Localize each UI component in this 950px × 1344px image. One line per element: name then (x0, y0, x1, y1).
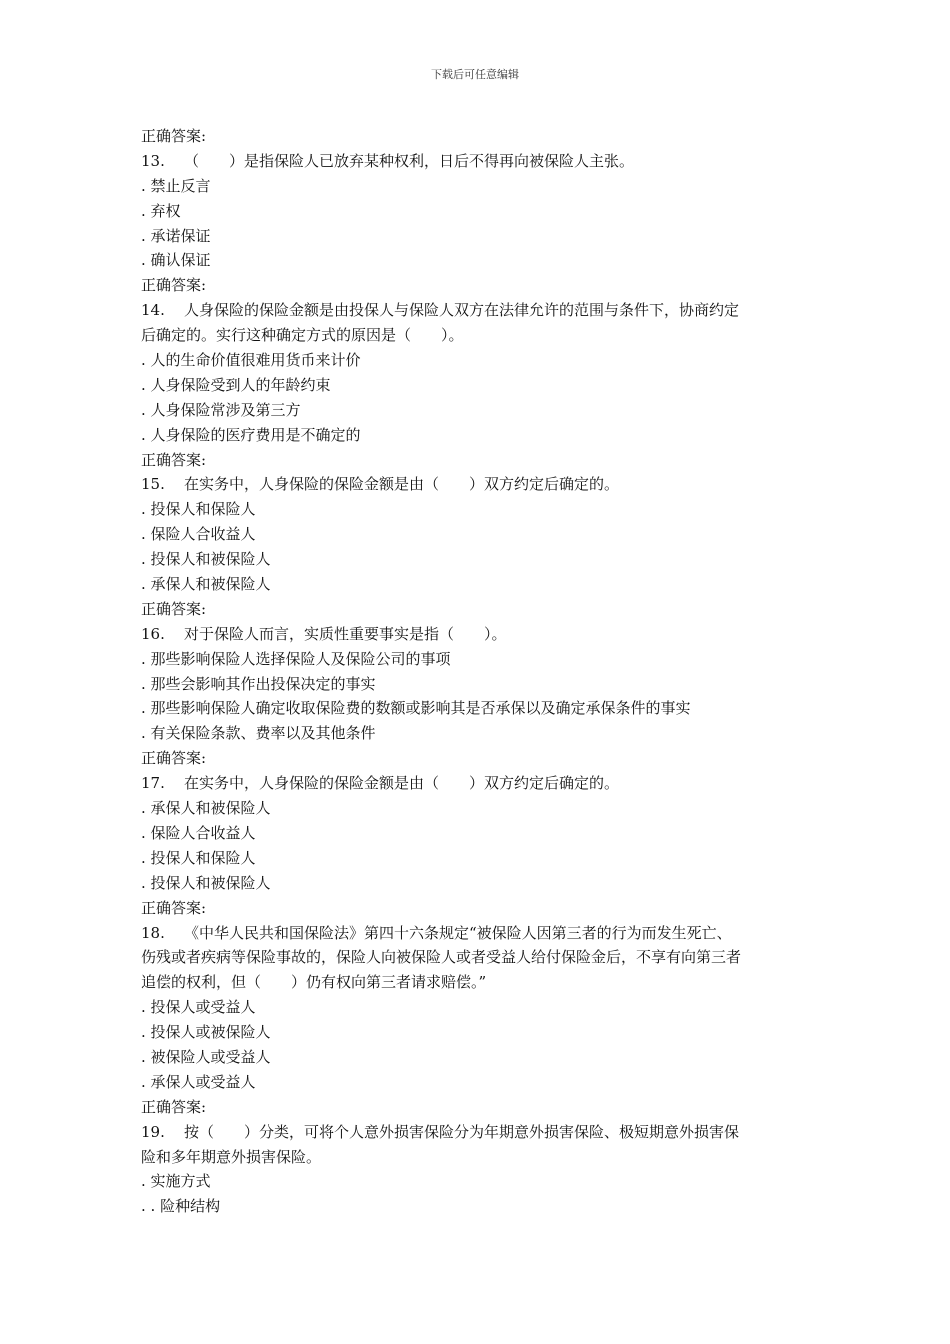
option: . 那些影响保险人确定收取保险费的数额或影响其是否承保以及确定承保条件的事实 (141, 699, 691, 718)
question-number: 13. (141, 151, 165, 170)
question-text-continued: 追偿的权利，但（ ）仍有权向第三者请求赔偿。” (141, 973, 487, 992)
answer-label: 正确答案: (141, 450, 207, 469)
option: . 实施方式 (141, 1172, 211, 1191)
option: . 承诺保证 (141, 226, 211, 245)
question-number: 17. (141, 774, 165, 793)
question-text-continued: 伤残或者疾病等保险事故的，保险人向被保险人或者受益人给付保险金后，不享有向第三者 (141, 948, 742, 967)
answer-label: 正确答案: (141, 276, 207, 295)
option: . 保险人合收益人 (141, 525, 256, 544)
option: . 承保人和被保险人 (141, 575, 271, 594)
option: . 被保险人或受益人 (141, 1047, 271, 1066)
question-text: 人身保险的保险金额是由投保人与保险人双方在法律允许的范围与条件下，协商约定 (183, 301, 739, 320)
answer-label: 正确答案: (141, 599, 207, 618)
question-text: 对于保险人而言，实质性重要事实是指（ ）。 (183, 624, 507, 643)
option: . 那些影响保险人选择保险人及保险公司的事项 (141, 649, 451, 668)
question-text-continued: 后确定的。实行这种确定方式的原因是（ ）。 (141, 326, 464, 345)
question-17 (141, 771, 821, 796)
question-text: 在实务中，人身保险的保险金额是由（ ）双方约定后确定的。 (183, 774, 619, 793)
question-number: 14. (141, 301, 165, 320)
option: . . 险种结构 (141, 1197, 221, 1216)
answer-label: 正确答案: (141, 749, 207, 768)
answer-label: 正确答案: (141, 127, 207, 145)
question-13 (141, 149, 821, 174)
option: . 投保人或受益人 (141, 998, 256, 1017)
option: . 承保人和被保险人 (141, 799, 271, 818)
option: . 弃权 (141, 201, 181, 220)
option: . 禁止反言 (141, 176, 211, 195)
option: . 确认保证 (141, 251, 211, 270)
question-text-continued: 险和多年期意外损害保险。 (141, 1147, 322, 1166)
question-text: 按（ ）分类，可将个人意外损害保险分为年期意外损害保险、极短期意外损害保 (183, 1122, 739, 1141)
option: . 投保人和被保险人 (141, 550, 271, 569)
answer-label: 正确答案: (141, 1097, 207, 1116)
question-19 (141, 1120, 821, 1145)
option: . 那些会影响其作出投保决定的事实 (141, 674, 376, 693)
option: . 人身保险受到人的年龄约束 (141, 375, 331, 394)
question-18 (141, 921, 821, 946)
option: . 承保人或受益人 (141, 1072, 256, 1091)
option: . 投保人和保险人 (141, 500, 256, 519)
question-14 (141, 298, 821, 323)
question-number: 16. (141, 624, 165, 643)
question-15 (141, 472, 821, 497)
question-number: 18. (141, 923, 165, 942)
option: . 保险人合收益人 (141, 823, 256, 842)
question-16 (141, 622, 821, 647)
option: . 人的生命价值很难用货币来计价 (141, 351, 361, 370)
question-number: 19. (141, 1122, 165, 1141)
document-body (141, 124, 821, 1219)
option: . 人身保险的医疗费用是不确定的 (141, 425, 361, 444)
question-text: 在实务中，人身保险的保险金额是由（ ）双方约定后确定的。 (183, 475, 619, 494)
option: . 投保人或被保险人 (141, 1023, 271, 1042)
option: . 人身保险常涉及第三方 (141, 400, 301, 419)
answer-label: 正确答案: (141, 898, 207, 917)
option: . 投保人和保险人 (141, 848, 256, 867)
question-number: 15. (141, 475, 165, 494)
question-text: 《中华人民共和国保险法》第四十六条规定“被保险人因第三者的行为而发生死亡、 (183, 923, 732, 942)
option: . 投保人和被保险人 (141, 873, 271, 892)
option: . 有关保险条款、费率以及其他条件 (141, 724, 376, 743)
question-text: （ ）是指保险人已放弃某种权利，日后不得再向被保险人主张。 (183, 151, 634, 170)
page-header: 下载后可任意编辑 (431, 68, 519, 81)
